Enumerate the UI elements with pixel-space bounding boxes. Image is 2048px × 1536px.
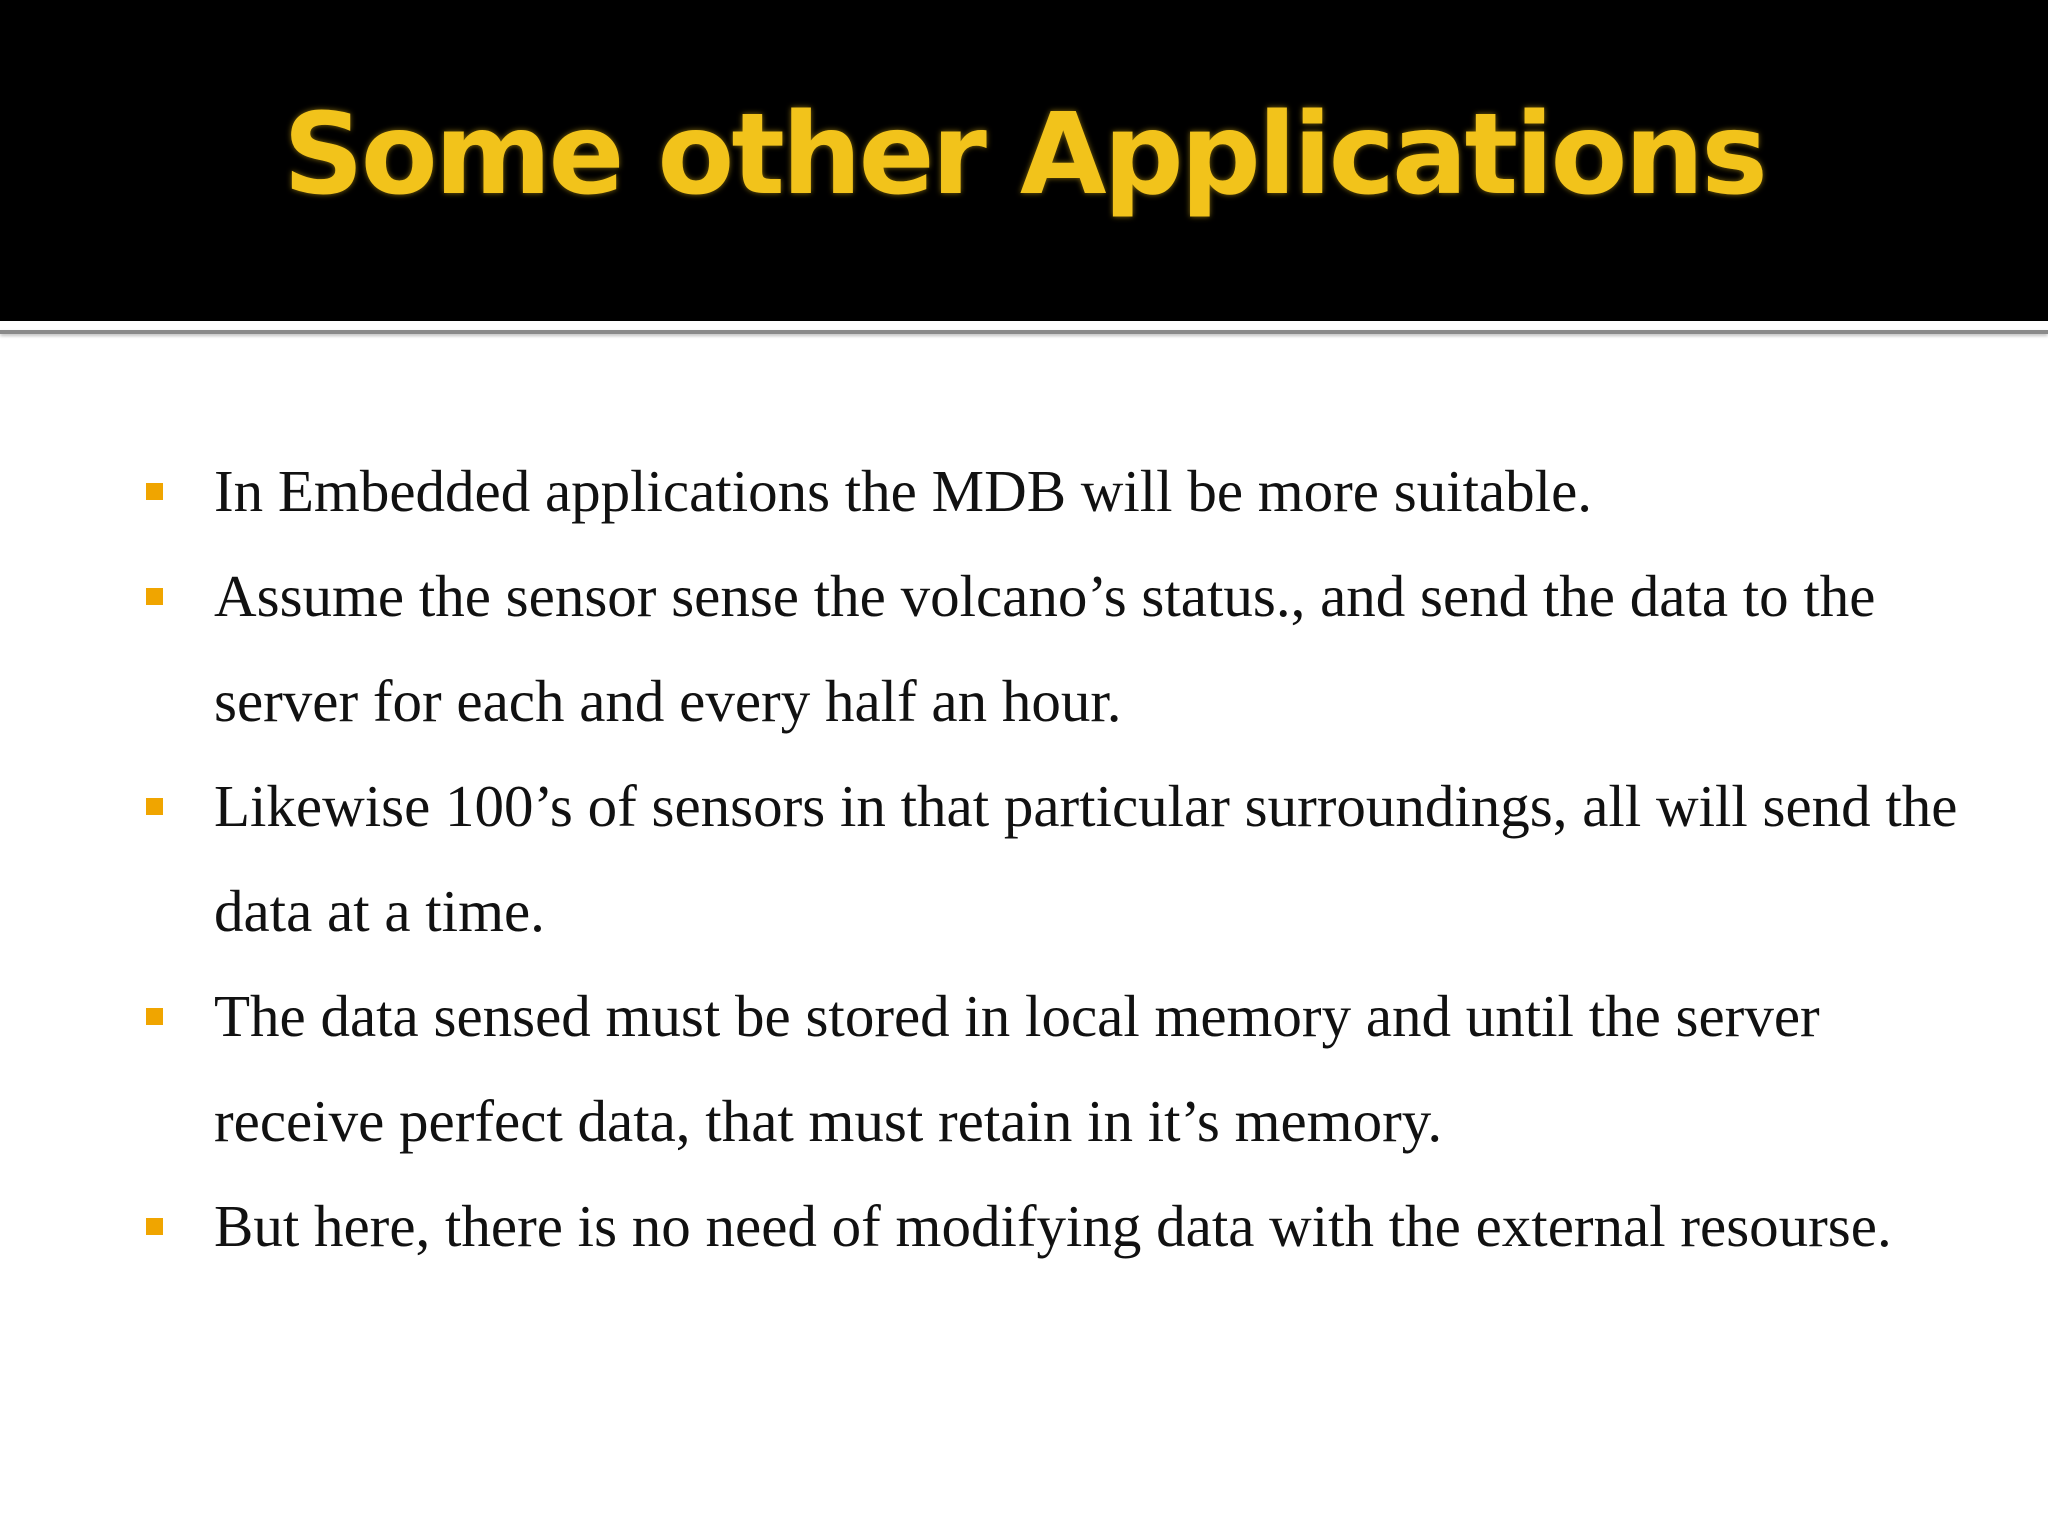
bullet-text: But here, there is no need of modifying data with the external resourse.: [214, 1193, 1892, 1259]
square-bullet-icon: [146, 1008, 163, 1025]
bullet-text: Assume the sensor sense the volcano’s status., and send the data to the server for each and every half an hour.: [214, 563, 1876, 734]
slide-title: Some other Applications: [283, 89, 1765, 220]
bullet-item: [0, 1174, 2048, 1279]
square-bullet-icon: [146, 588, 163, 605]
bullet-item: [0, 754, 2048, 964]
bullet-item: [0, 439, 2048, 544]
bullet-text: Likewise 100’s of sensors in that particular surroundings, all will send the data at a time.: [214, 773, 1958, 944]
square-bullet-icon: [146, 798, 163, 815]
bullet-text: The data sensed must be stored in local memory and until the server receive perfect data, that must retain in it’s memory.: [214, 983, 1820, 1154]
title-bar: [0, 0, 2048, 321]
title-separator-white: [0, 321, 2048, 330]
title-separator-line: [0, 330, 2048, 334]
square-bullet-icon: [146, 1218, 163, 1235]
bullet-item: [0, 544, 2048, 754]
bullet-list: [0, 439, 2048, 1279]
square-bullet-icon: [146, 483, 163, 500]
bullet-text: In Embedded applications the MDB will be more suitable.: [214, 458, 1593, 524]
bullet-item: [0, 964, 2048, 1174]
